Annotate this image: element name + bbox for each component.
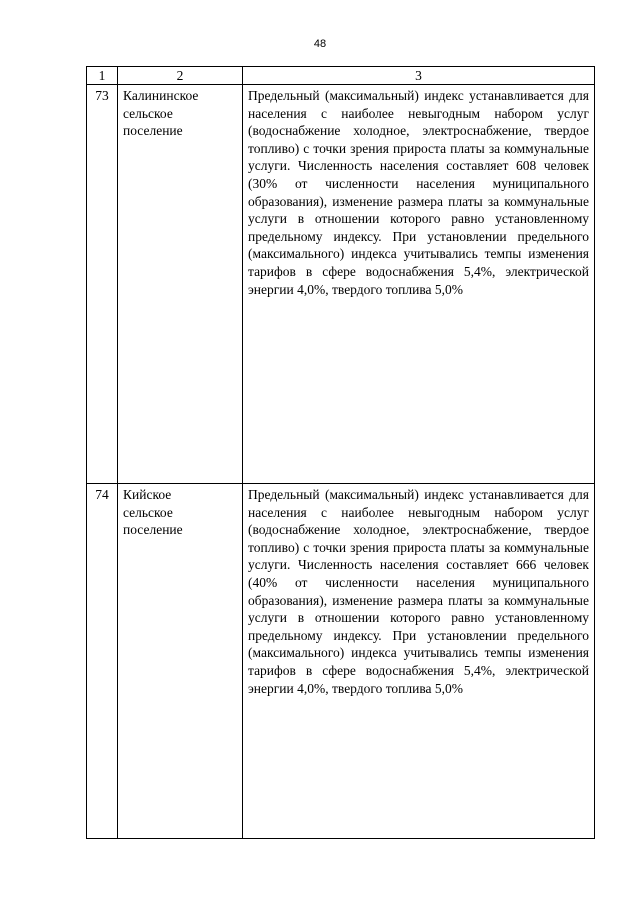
row-number: 73 [87,85,118,484]
table-header-row [87,67,595,85]
page-number: 48 [313,38,327,50]
header-cell-name: 2 [118,67,243,85]
header-cell-number: 1 [87,67,118,85]
settlement-name-line: Кийское [123,487,172,502]
settlement-name [118,484,243,839]
settlement-name-line: сельское [123,105,173,121]
index-description: Предельный (максимальный) индекс устанавливается для населения с наиболее невыгодным набором услуг (водоснабжение холодное, электроснабжение, твердое топливо) с точки зрения прироста платы за коммунальные услуги. Численность населения составляет 608 человек (30% от численности населения муниципального образования), изменение размера платы за коммунальные услуги в отношении которого равно установленному предельному индексу. При установлении предельного (максимального) индекса учитывались темпы изменения тарифов в сфере водоснабжения 5,4%, электрической энергии 4,0%, твердого топлива 5,0% [243,85,595,484]
row-number: 74 [87,484,118,839]
settlement-name-line: сельское [123,504,173,520]
index-description: Предельный (максимальный) индекс устанавливается для населения с наиболее невыгодным набором услуг (водоснабжение холодное, электроснабжение, твердое топливо) с точки зрения прироста платы за коммунальные услуги. Численность населения составляет 666 человек (40% от численности населения муниципального образования), изменение размера платы за коммунальные услуги в отношении которого равно установленному предельному индексу. При установлении предельного (максимального) индекса учитывались темпы изменения тарифов в сфере водоснабжения 5,4%, электрической энергии 4,0%, твердого топлива 5,0% [243,484,595,839]
header-cell-text: 3 [243,67,595,85]
settlement-name-line: Калининское [123,88,199,103]
table-row [87,85,595,484]
settlement-name-line: поселение [123,522,183,538]
settlement-name-line: поселение [123,123,183,139]
table-row [87,484,595,839]
settlement-name [118,85,243,484]
document-table [86,66,595,839]
